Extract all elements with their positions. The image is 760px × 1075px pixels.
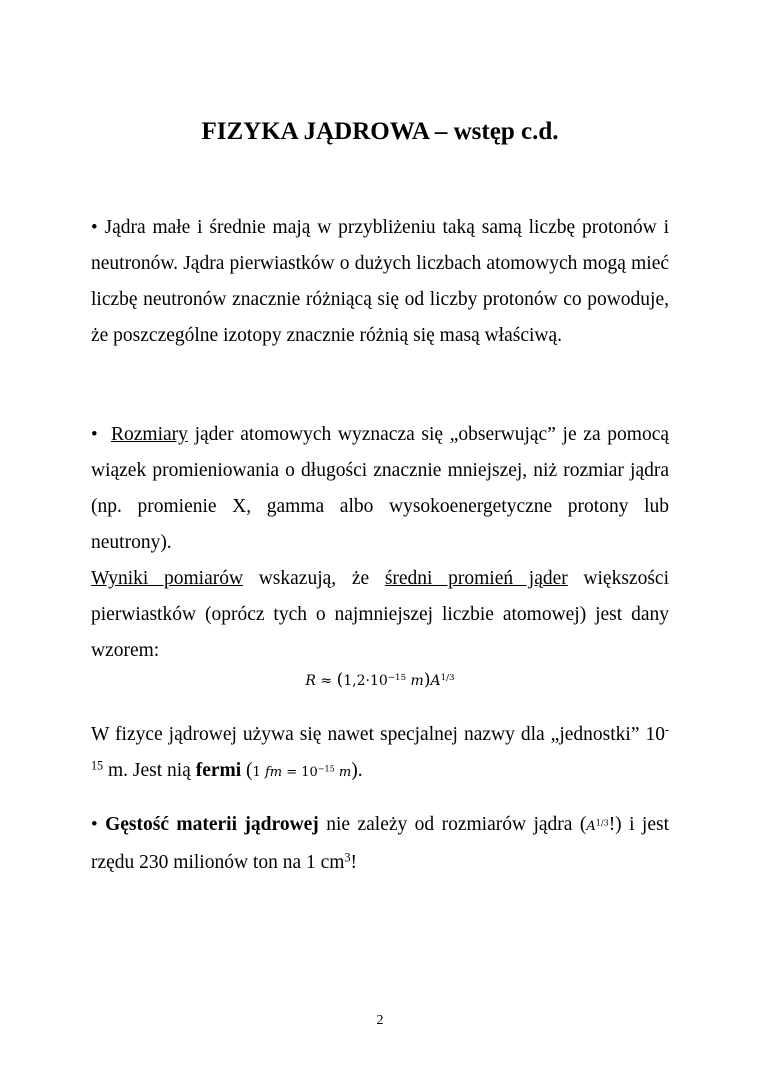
formula-paren-open: ( <box>336 670 344 690</box>
formula-paren-close: ) <box>423 670 431 690</box>
formula-unit: m <box>406 673 424 689</box>
math-exponent: −15 <box>317 764 335 774</box>
formula-coefficient: 1,2·10 <box>343 673 388 689</box>
bold-term-fermi: fermi <box>195 760 242 781</box>
math-unit-m: m <box>334 765 352 780</box>
paragraph-text: Jądra małe i średnie mają w przybliżeniu taką samą liczbę protonów i neutronów. Jądra pierwiastków o dużych liczbach atomowych mogą mieć liczbę neutronów znacznie różniącą się od liczby protonów co powoduje, że poszczególne izotopy znacznie różnią się masą właściwą. <box>91 217 669 346</box>
bullet: • <box>91 217 98 238</box>
bullet: • <box>91 424 98 445</box>
formula-r: R <box>305 673 316 689</box>
exponent: -15 <box>91 722 669 773</box>
paragraph-text: !) i jest rzędu 230 milionów ton na 1 cm <box>91 814 670 873</box>
fermi-definition <box>253 765 352 780</box>
paragraph-nuclei-composition <box>91 210 669 354</box>
paragraph-text: ). <box>351 760 363 781</box>
a-power-expression <box>586 819 608 834</box>
paragraph-text: jąder atomowych wyznacza się „obserwując” je za pomocą wiązek promieniowania o długości znacznie mniejszej, niż rozmiar jądra (np. promienie X, gamma albo wysokoenergetyczne protony lub neutrony). <box>91 424 670 553</box>
paragraph-nuclear-size <box>91 417 669 561</box>
radius-formula <box>0 670 760 690</box>
page-title: FIZYKA JĄDROWA – wstęp c.d. <box>201 118 559 145</box>
formula-a: A <box>430 673 441 689</box>
math-exponent: 1/3 <box>595 818 609 828</box>
math-text: = 10 <box>282 765 318 780</box>
page-number: 2 <box>376 1013 384 1028</box>
formula-exponent: −15 <box>387 673 407 684</box>
math-unit-fm: fm <box>264 765 283 780</box>
formula-approx: ≈ <box>315 673 337 689</box>
underlined-term-sizes: Rozmiary <box>111 424 188 445</box>
paragraph-fermi-unit <box>91 717 669 791</box>
bullet: • <box>91 814 98 835</box>
bold-term-density: Gęstość materii jądrowej <box>97 814 319 835</box>
exponent: 3 <box>344 850 351 865</box>
paragraph-text: ! <box>350 852 357 873</box>
paragraph-text: większości pierwiastków (oprócz tych o najmniejszej liczbie atomowej) jest dany wzorem: <box>91 568 669 661</box>
paragraph-text: ( <box>241 760 253 781</box>
underlined-term-mean-radius: średni promień jąder <box>384 568 568 589</box>
math-a: A <box>586 819 596 834</box>
paragraph-measurement-results <box>91 561 669 669</box>
underlined-term-results: Wyniki pomiarów <box>91 568 244 589</box>
paragraph-nuclear-density <box>91 807 669 881</box>
paragraph-text: nie zależy od rozmiarów jądra ( <box>318 814 587 835</box>
paragraph-text: wskazują, że <box>243 568 385 589</box>
formula-a-exponent: 1/3 <box>440 673 455 684</box>
math-text: 1 <box>252 765 265 780</box>
paragraph-text: m. Jest nią <box>103 760 196 781</box>
paragraph-text: W fizyce jądrowej używa się nawet specjalnej nazwy dla „jednostki” 10 <box>91 724 665 745</box>
